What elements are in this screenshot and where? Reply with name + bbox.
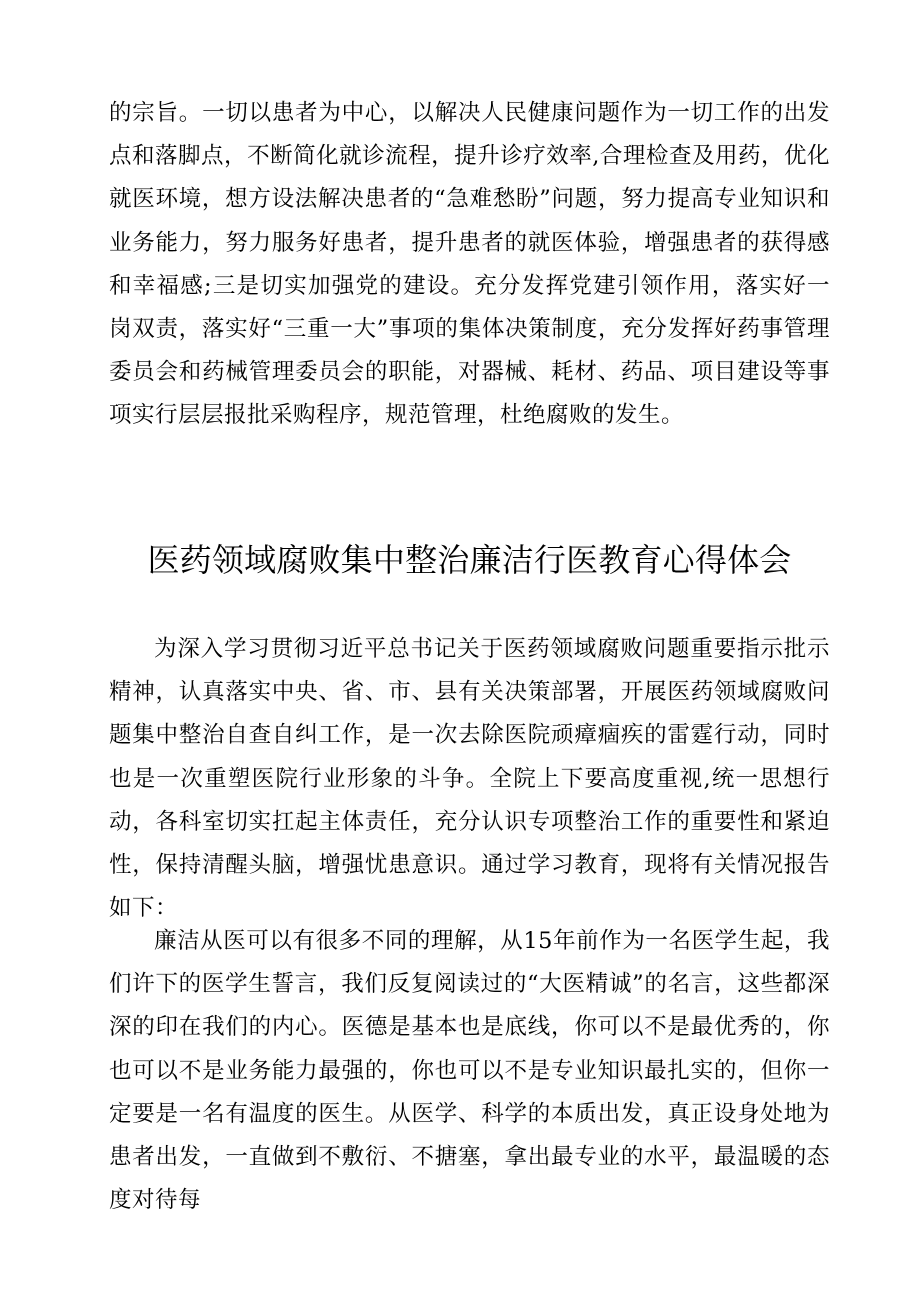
continued-paragraph: 的宗旨。一切以患者为中心，以解决人民健康问题作为一切工作的出发点和落脚点，不断简化就诊流程，提升诊疗效率,合理检查及用药，优化就医环境，想方设法解决患者的“急难愁盼”问题，努力提高专业知识和业务能力，努力服务好患者，提升患者的就医体验，增强患者的获得感和幸福感;三是切实加强党的建设。充分发挥党建引领作用，落实好一岗双责，落实好“三重一大”事项的集体决策制度，充分发挥好药事管理委员会和药械管理委员会的职能，对器械、耗材、药品、项目建设等事项实行层层报批采购程序，规范管理，杜绝腐败的发生。	[109, 100, 830, 429]
document-title: 医药领域腐败集中整治廉洁行医教育心得体会	[147, 541, 792, 579]
body-paragraph: 为深入学习贯彻习近平总书记关于医药领域腐败问题重要指示批示精神，认真落实中央、省、市、县有关决策部署，开展医药领域腐败问题集中整治自查自纠工作，是一次去除医院顽瘴痼疾的雷霆行动，同时也是一次重塑医院行业形象的斗争。全院上下要高度重视,统一思想行动，各科室切实扛起主体责任，充分认识专项整治工作的重要性和紧迫性，保持清醒头脑，增强忧患意识。通过学习教育，现将有关情况报告如下：	[109, 636, 830, 922]
body-paragraph: 廉洁从医可以有很多不同的理解，从15年前作为一名医学生起，我们许下的医学生誓言，我们反复阅读过的“大医精诚”的名言，这些都深深的印在我们的内心。医德是基本也是底线，你可以不是最优秀的，你也可以不是业务能力最强的，你也可以不是专业知识最扎实的，但你一定要是一名有温度的医生。从医学、科学的本质出发，真正设身处地为患者出发，一直做到不敷衍、不搪塞，拿出最专业的水平，最温暖的态度对待每	[109, 928, 830, 1214]
